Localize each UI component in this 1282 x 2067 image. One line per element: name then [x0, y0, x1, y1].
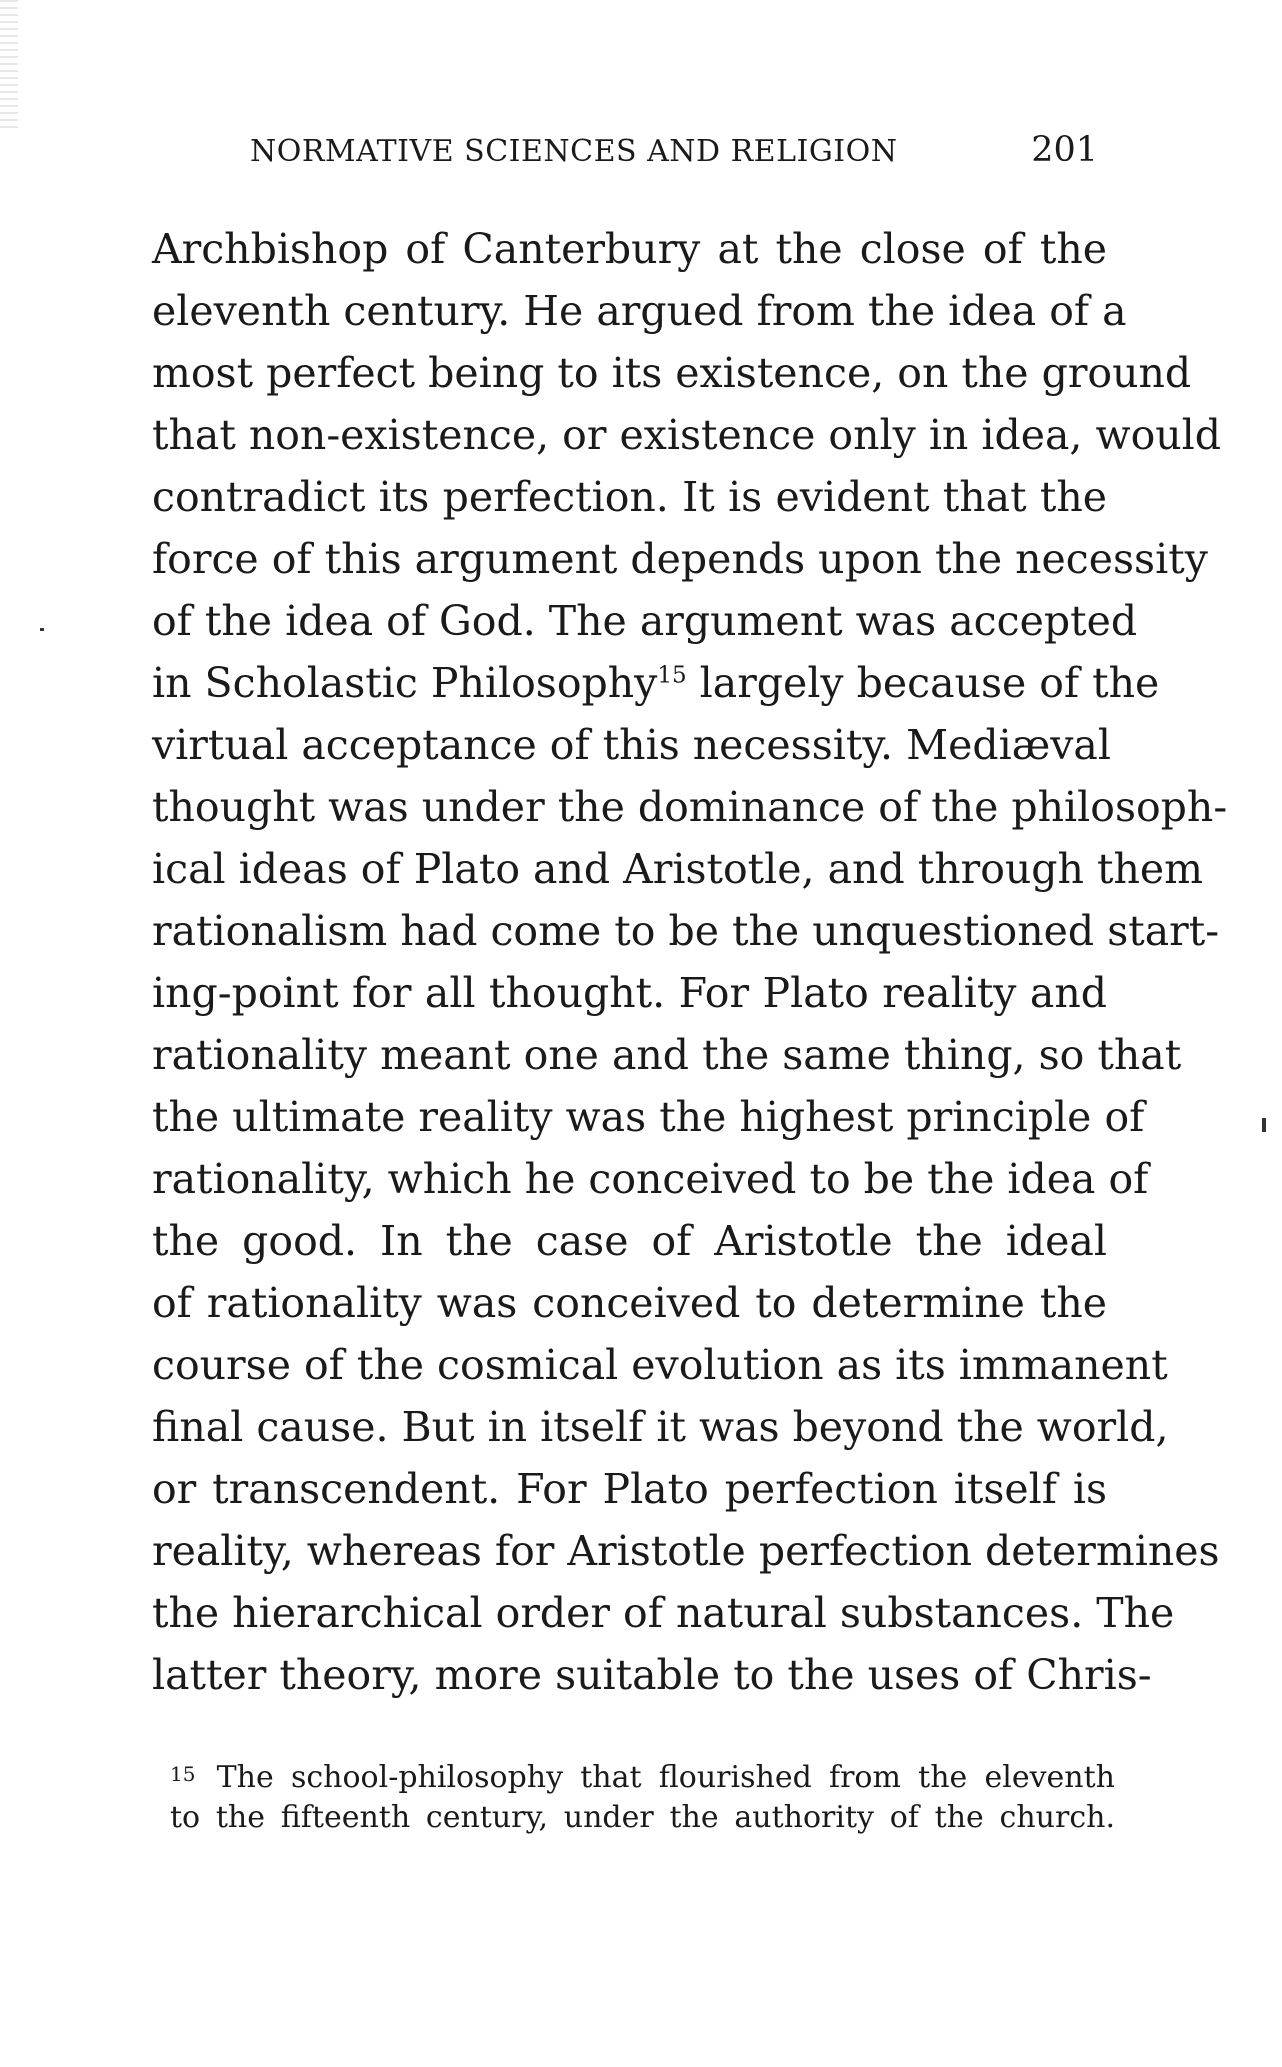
text-line: that non-existence, or existence only in idea, would	[152, 411, 1222, 459]
footnote-line	[170, 1752, 1115, 1796]
text-line: the ultimate reality was the highest principle of	[152, 1093, 1145, 1141]
text-segment: largely because of the	[699, 659, 1160, 707]
footnote-reference[interactable]: 15	[657, 662, 687, 689]
text-line: most perfect being to its existence, on the ground	[152, 349, 1192, 397]
text-line: reality, whereas for Aristotle perfection determines	[152, 1527, 1220, 1575]
running-head: NORMATIVE SCIENCES AND RELIGION	[250, 134, 898, 169]
text-line: eleventh century. He argued from the idea of a	[152, 287, 1127, 335]
text-line: Archbishop of Canterbury at the close of the	[152, 225, 1107, 273]
page-header	[250, 128, 1098, 176]
text-line: virtual acceptance of this necessity. Mediæval	[152, 721, 1111, 769]
footnote-text: The school-philosophy that flourished from the eleventh	[216, 1760, 1115, 1795]
text-line: rationalism had come to be the unquestioned start-	[152, 907, 1220, 955]
text-line: ical ideas of Plato and Aristotle, and through them	[152, 845, 1204, 893]
text-line: rationality meant one and the same thing, so that	[152, 1031, 1182, 1079]
page-edge-speckle	[0, 0, 18, 130]
text-line: or transcendent. For Plato perfection itself is	[152, 1465, 1107, 1513]
text-line: of rationality was conceived to determine the	[152, 1279, 1107, 1327]
stray-mark	[40, 628, 44, 631]
text-line: the good. In the case of Aristotle the ideal	[152, 1217, 1107, 1265]
text-line: latter theory, more suitable to the uses of Chris-	[152, 1651, 1152, 1699]
text-line: rationality, which he conceived to be the idea of	[152, 1155, 1149, 1203]
text-line: the hierarchical order of natural substances. The	[152, 1589, 1175, 1637]
text-line-with-footnote-ref	[152, 652, 1160, 714]
page-number: 201	[1031, 130, 1098, 170]
text-line: ing-point for all thought. For Plato reality and	[152, 969, 1107, 1017]
body-text	[152, 218, 1228, 1706]
text-line: of the idea of God. The argument was accepted	[152, 597, 1138, 645]
text-line: final cause. But in itself it was beyond the world,	[152, 1403, 1169, 1451]
text-segment: in Scholastic Philosophy	[152, 659, 658, 707]
text-line: force of this argument depends upon the necessity	[152, 535, 1208, 583]
stray-mark	[1262, 1118, 1266, 1132]
text-line: course of the cosmical evolution as its immanent	[152, 1341, 1168, 1389]
text-line: contradict its perfection. It is evident that the	[152, 473, 1107, 521]
text-line: thought was under the dominance of the philosoph-	[152, 783, 1228, 831]
footnote-line: to the fifteenth century, under the authority of the church.	[170, 1800, 1115, 1835]
footnote	[170, 1752, 1115, 1840]
footnote-marker: 15	[170, 1762, 196, 1786]
